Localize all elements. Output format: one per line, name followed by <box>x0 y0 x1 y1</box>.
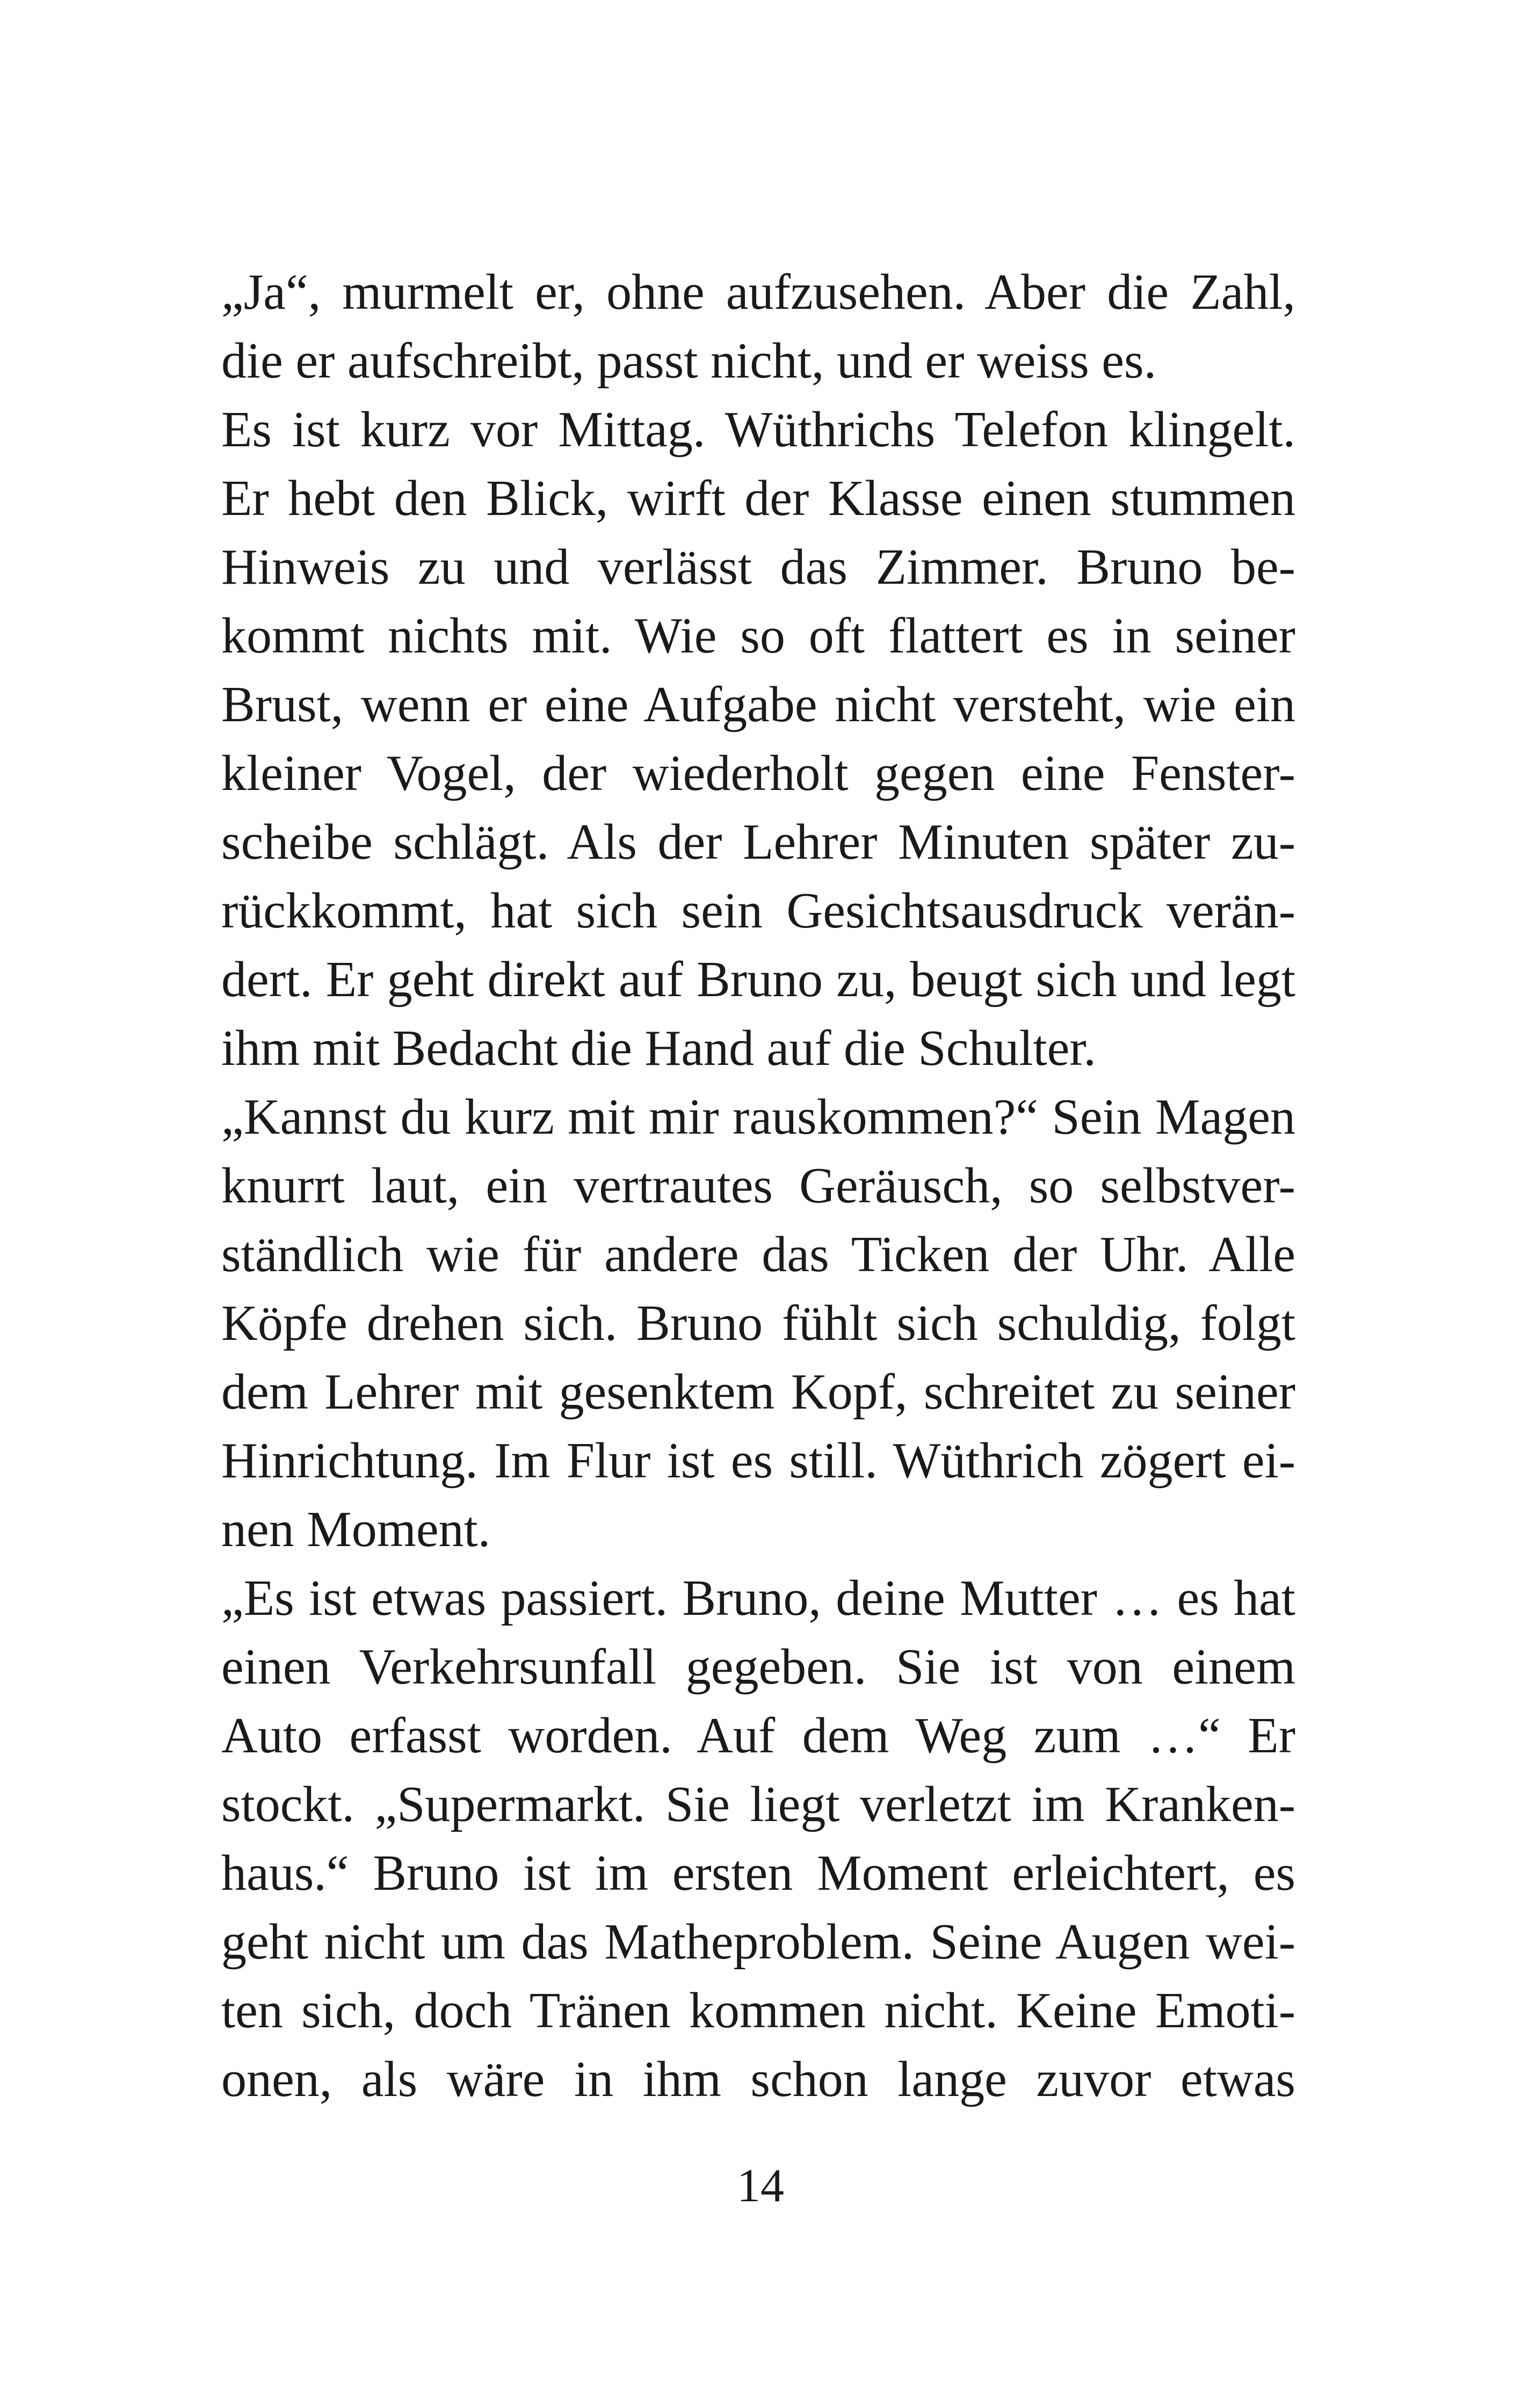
text-line: nen Moment. <box>221 1502 491 1557</box>
text-line: die er aufschreibt, passt nicht, und er weiss es. <box>221 333 1157 389</box>
text-line: Brust, wenn er eine Aufgabe nicht versteht, wie ein <box>221 677 1295 732</box>
text-line: onen, als wäre in ihm schon lange zuvor etwas <box>221 2051 1295 2107</box>
text-line: geht nicht um das Matheproblem. Seine Augen wei- <box>221 1914 1295 1970</box>
text-line: ihm mit Bedacht die Hand auf die Schulter. <box>221 1020 1096 1076</box>
page-number: 14 <box>737 2160 784 2212</box>
text-line: kleiner Vogel, der wiederholt gegen eine Fenster- <box>221 745 1295 801</box>
text-line: Hinweis zu und verlässt das Zimmer. Bruno be- <box>221 539 1295 595</box>
text-line: rückkommt, hat sich sein Gesichtsausdruck verän- <box>221 883 1295 939</box>
text-line: „Ja“, murmelt er, ohne aufzusehen. Aber die Zahl, <box>221 264 1295 320</box>
text-line: dem Lehrer mit gesenktem Kopf, schreitet zu seiner <box>221 1364 1295 1420</box>
text-line: Hinrichtung. Im Flur ist es still. Wüthrich zögert ei- <box>221 1433 1295 1489</box>
text-line: Es ist kurz vor Mittag. Wüthrichs Telefon klingelt. <box>221 402 1295 458</box>
body-text <box>221 258 1295 2114</box>
text-line: Auto erfasst worden. Auf dem Weg zum …“ Er <box>221 1708 1295 1764</box>
text-line: dert. Er geht direkt auf Bruno zu, beugt sich und legt <box>221 952 1295 1007</box>
text-line: stockt. „Supermarkt. Sie liegt verletzt im Kranken- <box>221 1776 1295 1832</box>
text-line: knurrt laut, ein vertrautes Geräusch, so selbstver- <box>221 1158 1295 1214</box>
text-line: einen Verkehrsunfall gegeben. Sie ist von einem <box>221 1639 1295 1695</box>
text-line: ten sich, doch Tränen kommen nicht. Keine Emoti- <box>221 1983 1295 2039</box>
text-line: ständlich wie für andere das Ticken der Uhr. Alle <box>221 1227 1295 1282</box>
text-line: kommt nichts mit. Wie so oft flattert es in seiner <box>221 608 1295 664</box>
text-line: haus.“ Bruno ist im ersten Moment erleichtert, es <box>221 1845 1295 1901</box>
text-line: scheibe schlägt. Als der Lehrer Minuten später zu- <box>221 814 1295 870</box>
text-line: Er hebt den Blick, wirft der Klasse einen stummen <box>221 470 1295 526</box>
text-line: „Es ist etwas passiert. Bruno, deine Mutter … es hat <box>221 1570 1295 1626</box>
text-line: Köpfe drehen sich. Bruno fühlt sich schuldig, folgt <box>221 1295 1295 1351</box>
text-line: „Kannst du kurz mit mir rauskommen?“ Sein Magen <box>221 1089 1295 1145</box>
